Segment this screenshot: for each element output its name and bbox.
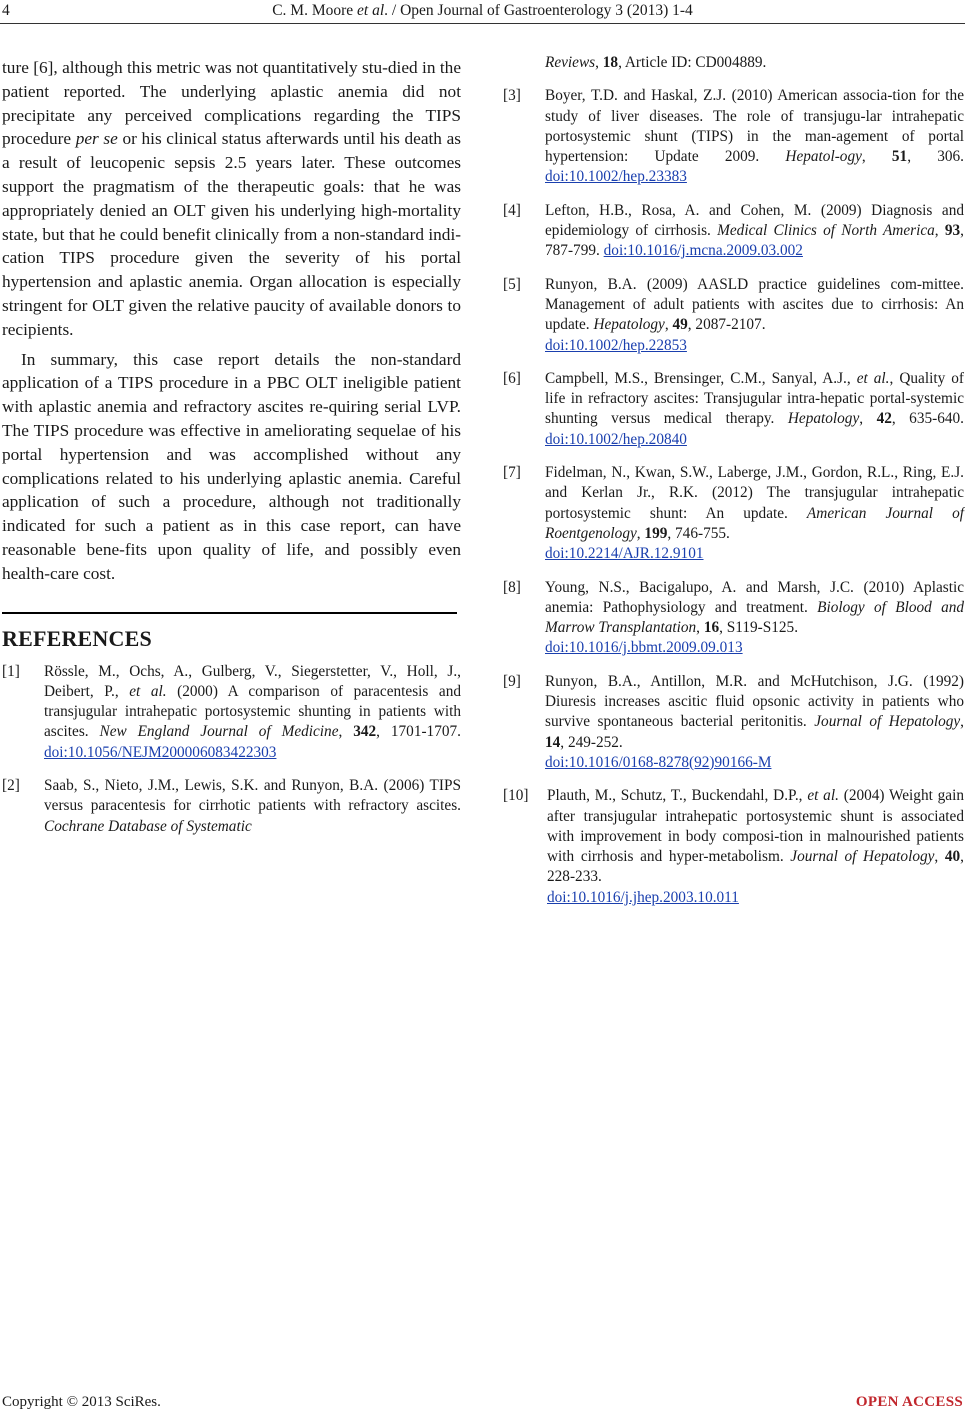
reference-number: [1] xyxy=(2,662,20,680)
copyright-notice: Copyright © 2013 SciRes. xyxy=(2,1394,161,1410)
running-head-etal: et al xyxy=(357,2,385,19)
ref-etal: et al. xyxy=(807,787,839,805)
doi-link[interactable]: doi:10.1016/j.bbmt.2009.09.013 xyxy=(545,639,743,657)
reference-item xyxy=(503,463,964,564)
doi-link[interactable]: doi:10.1016/j.jhep.2003.10.011 xyxy=(547,888,739,906)
doi-link[interactable]: doi:10.1016/j.mcna.2009.03.002 xyxy=(603,242,803,260)
ref-text: , 635-640. xyxy=(891,410,964,428)
doi-link[interactable]: doi:10.1002/hep.22853 xyxy=(545,336,687,354)
ref-volume: 40 xyxy=(944,848,961,866)
ref-journal: Journal of Hepatology xyxy=(814,713,961,731)
ref-text: Runyon, B.A. (2009) AASLD practice guidelines com-mittee. Management of adult patients with ascites due to cirrhosis: An update. xyxy=(545,275,964,334)
references-heading: REFERENCES xyxy=(2,625,152,651)
ref-text: , xyxy=(934,848,945,866)
reference-item xyxy=(503,275,964,356)
ref-journal: Journal of Hepatology xyxy=(790,848,935,866)
reference-item xyxy=(503,369,964,450)
section-rule xyxy=(2,612,457,614)
ref-text: , xyxy=(696,619,704,637)
p1-italic: per se xyxy=(75,129,118,149)
ref-text: Saab, S., Nieto, J.M., Lewis, S.K. and Runyon, B.A. (2006) TIPS versus paracentesis for cirrhotic patients with refractory ascites. xyxy=(44,777,461,815)
ref-journal: Medical Clinics of North America xyxy=(717,222,935,240)
ref-text: , xyxy=(859,410,877,428)
ref-text: , S119-S125. xyxy=(719,619,799,637)
reference-continuation xyxy=(503,53,964,73)
left-column xyxy=(2,56,461,850)
ref-text: , xyxy=(595,54,603,71)
ref-text: Campbell, M.S., Brensinger, C.M., Sanyal, A.J., xyxy=(545,369,857,387)
right-column xyxy=(503,53,964,921)
doi-link[interactable]: doi:10.1002/hep.20840 xyxy=(545,430,687,448)
body-text xyxy=(2,56,461,586)
page-number: 4 xyxy=(2,2,10,19)
ref-text: , xyxy=(861,148,892,166)
ref-text: (2004) Weight gain after transjugular intrahepatic portosystemic shunt is associated with improvement in body composi-tion in malnourished patients with cirrhosis and hyper-metabolism. xyxy=(547,787,964,866)
ref-volume: 199 xyxy=(644,524,668,542)
p1-text-a: ture [6], although this metric was not quantitatively stu-died in the patient reported. The underlying aplastic anemia did not precipitate any perceived complications regarding the TIPS procedure xyxy=(2,58,461,149)
ref-text: Boyer, T.D. and Haskal, Z.J. (2010) American associa-tion for the study of liver diseases. The role of transjugu-lar intrahepatic portosystemic shunt (TIPS) in the man-agement of portal hypertension: Update 2009. xyxy=(545,87,964,166)
running-head-journal: . / Open Journal of Gastroenterology 3 (2013) 1-4 xyxy=(384,2,693,19)
ref-volume: 42 xyxy=(876,410,892,428)
ref-volume: 14 xyxy=(545,733,561,751)
ref-volume: 18 xyxy=(602,54,619,71)
paragraph-2: In summary, this case report details the non-standard application of a TIPS procedure in a PBC OLT ineligible patient with aplastic anemia and refractory ascites re-quiring serial LVP. The TIPS procedure was effective in ameliorating sequelae of his portal hypertension and was accomplished without any complications related to his underlying aplastic anemia. Careful application of such a procedure, although not traditionally indicated for such a patient as in this case report, can have reasonable bene-fits upon quality of life, and possibly even health-care cost. xyxy=(2,349,461,583)
reference-item xyxy=(503,786,964,908)
reference-number: [2] xyxy=(2,777,20,795)
ref-volume: 16 xyxy=(703,619,720,637)
reference-number: [6] xyxy=(503,369,521,387)
running-head xyxy=(0,2,965,20)
reference-number: [8] xyxy=(503,578,521,596)
reference-number: [10] xyxy=(503,787,529,805)
ref-text: , xyxy=(960,713,964,731)
ref-volume: 93 xyxy=(944,222,961,240)
ref-journal: Hepatology xyxy=(593,316,665,334)
reference-number: [5] xyxy=(503,275,521,293)
reference-item xyxy=(2,662,461,763)
ref-text: , 249-252. xyxy=(560,733,623,751)
ref-text: Runyon, B.A., Antillon, M.R. and McHutchison, J.G. (1992) Diuresis increases ascitic fluid opsonic activity in patients who survive spontaneous bacterial peritonitis. xyxy=(545,672,964,731)
ref-text: , 2087-2107. xyxy=(687,316,766,334)
ref-etal: et al. xyxy=(856,369,890,387)
ref-volume: 49 xyxy=(672,316,688,334)
ref-text: , 306. xyxy=(907,148,964,166)
ref-text: , 1701-1707. xyxy=(376,723,461,741)
reference-number: [4] xyxy=(503,201,521,219)
ref-text: Fidelman, N., Kwan, S.W., Laberge, J.M., Gordon, R.L., Ring, E.J. and Kerlan Jr., R.K. (2012) The transjugular intrahepatic portosystemic shunt: An update. xyxy=(545,464,964,522)
reference-item xyxy=(503,672,964,773)
ref-volume: 342 xyxy=(353,723,377,741)
reference-number: [7] xyxy=(503,464,521,482)
ref-text: Plauth, M., Schutz, T., Buckendahl, D.P., xyxy=(547,787,808,805)
ref-text: Young, N.S., Bacigalupo, A. and Marsh, J.C. (2010) Aplastic anemia: Pathophysiology and treatment. xyxy=(545,578,964,616)
ref-journal: Hepatology xyxy=(787,410,860,428)
ref-text: , Article ID: CD004889. xyxy=(618,54,767,71)
doi-link[interactable]: doi:10.2214/AJR.12.9101 xyxy=(545,545,704,563)
reference-item xyxy=(503,201,964,262)
ref-text: , xyxy=(934,222,945,240)
ref-text: , xyxy=(636,524,645,542)
reference-number: [9] xyxy=(503,672,521,690)
open-access-label: OPEN ACCESS xyxy=(855,1394,963,1410)
ref-volume: 51 xyxy=(891,148,908,166)
ref-text: , xyxy=(338,723,354,741)
reference-number: [3] xyxy=(503,87,521,105)
doi-link[interactable]: doi:10.1002/hep.23383 xyxy=(545,168,687,186)
reference-item xyxy=(503,86,964,187)
ref-text: (2000) A comparison of paracentesis and transjugular intrahepatic portosystemic shunting in patients with ascites. xyxy=(44,682,461,741)
ref-journal: New England Journal of Medicine xyxy=(99,723,339,741)
header-rule xyxy=(0,23,965,24)
ref-text: , 746-755. xyxy=(667,524,730,542)
reference-item xyxy=(2,776,461,837)
running-head-author: C. M. Moore xyxy=(272,2,358,19)
ref-text: , xyxy=(664,316,673,334)
ref-etal: et al. xyxy=(129,682,167,700)
ref-journal: Reviews xyxy=(545,54,596,71)
ref-text: , Quality of life in refractory ascites: Transjugular intra-hepatic portal-systemic shunting versus medical therapy. xyxy=(545,369,964,428)
page-header xyxy=(0,0,965,24)
ref-text: Lefton, H.B., Rosa, A. and Cohen, M. (2009) Diagnosis and epidemiology of cirrhosis. xyxy=(545,201,964,240)
p1-text-b: or his clinical status afterwards until his death as a result of leucopenic sepsis 2.5 years later. These outcomes support the pragmatism of the therapeutic goals: that he was appropriately denied an OLT given his underlying high-mortality state, but that he could benefit clinically from a non-standard indi-cation TIPS procedure given the severity of his portal hypertension and aplastic anemia. Organ allocation is especially stringent for OLT given the relative paucity of available donors to recipients. xyxy=(2,129,461,339)
doi-link[interactable]: doi:10.1016/0168-8278(92)90166-M xyxy=(545,753,772,771)
paragraph-1 xyxy=(2,56,461,342)
doi-link[interactable]: doi:10.1056/NEJM200006083422303 xyxy=(44,743,277,761)
ref-journal: Biology of Blood and Marrow Transplantation xyxy=(545,598,965,637)
ref-text: Rössle, M., Ochs, A., Gulberg, V., Siegerstetter, V., Holl, J., Deibert, P., xyxy=(44,662,461,700)
ref-journal: Hepatol-ogy xyxy=(785,148,862,166)
ref-text: , 787-799. xyxy=(545,222,964,260)
ref-journal: Cochrane Database of Systematic xyxy=(44,817,252,835)
reference-item xyxy=(503,578,964,659)
ref-journal: American Journal of Roentgenology xyxy=(545,504,964,542)
ref-text: , 228-233. xyxy=(547,848,964,886)
